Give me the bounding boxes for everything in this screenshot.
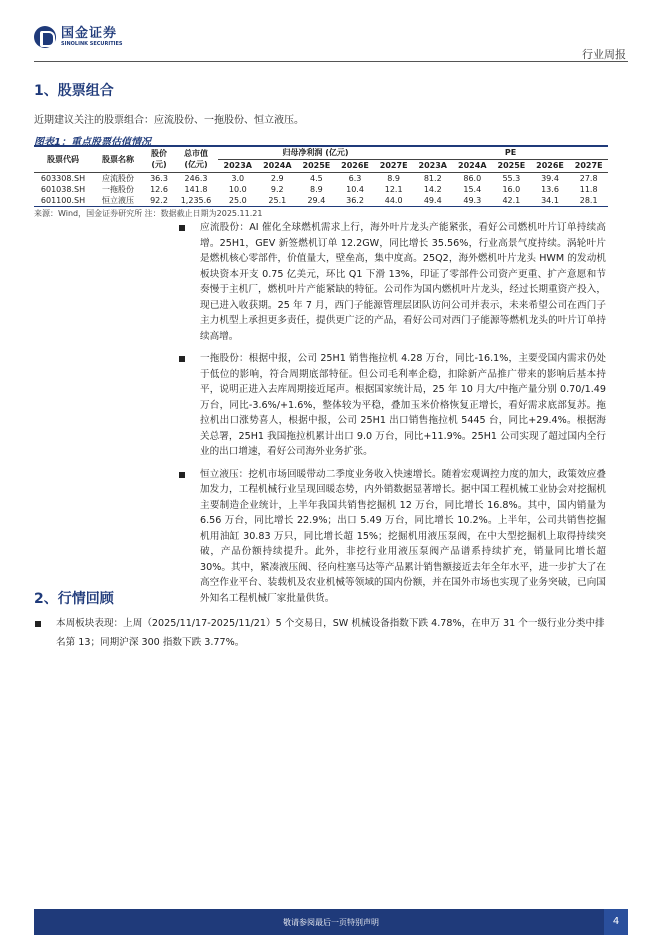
year-header: 2024A	[263, 161, 292, 170]
cell-profit: 25.0	[228, 195, 247, 205]
col-price: 股价 (元)	[151, 149, 167, 170]
cell-code: 601038.SH	[40, 184, 86, 194]
section1-title: 1、股票组合	[34, 83, 114, 99]
cell-pe: 34.1	[541, 195, 559, 205]
weekly-performance	[34, 614, 608, 652]
cell-profit: 2.9	[270, 173, 284, 183]
cell-name: 恒立液压	[102, 195, 134, 205]
bullet-text: 应流股份：AI 催化全球燃机需求上行，海外叶片龙头产能紧张，看好公司燃机叶片订单持续高增。25H1，GEV 新签燃机订单 12.2GW，同比增长 35.56%，行业高景气度持续。涡轮叶片是燃机核心零部件，价值量大，壁垒高，集中度高。25Q2，海外燃机叶片龙头 HWM 的发动机板块资本开支 0.75 亿美元，环比 Q1 下滑 13%，印证了零部件公司资产更重、扩产意愿和节奏慢于主机厂，燃机叶片产能紧缺的特征。公司作为国内燃机叶片龙头，经过长期重资产投入，现已进入收获期。25 年 7 月，西门子能源管理层团队访问公司并表示，未来希望公司在西门子主力机型上承担更多责任，提供更广泛的产品，看好公司对西门子能源等燃机龙头的叶片订单持续高增。	[200, 222, 606, 342]
cell-pe: 11.8	[579, 184, 598, 194]
cell-code: 603308.SH	[40, 173, 86, 183]
cell-price: 36.3	[150, 173, 168, 183]
year-header: 2027E	[379, 161, 408, 170]
table-row	[34, 172, 608, 184]
cell-profit: 10.4	[346, 184, 364, 194]
cell-pe: 42.1	[502, 195, 521, 205]
bullet-item	[178, 220, 606, 344]
cell-profit: 6.3	[348, 173, 362, 183]
col-group-profit: 归母净利润 (亿元)	[218, 146, 413, 159]
page-footer	[34, 909, 628, 935]
cell-pe: 49.4	[423, 195, 442, 205]
cell-pe: 16.0	[502, 184, 521, 194]
cell-cap: 246.3	[184, 173, 208, 183]
bullet-square-icon	[179, 225, 185, 231]
cell-profit: 36.2	[346, 195, 364, 205]
cell-name: 一拖股份	[102, 184, 134, 194]
report-type: 行业周报	[582, 48, 626, 61]
cell-profit: 8.9	[387, 173, 401, 183]
cell-profit: 3.0	[231, 173, 245, 183]
bullet-square-icon	[179, 356, 185, 362]
cell-price: 92.2	[150, 195, 168, 205]
cell-profit: 25.1	[268, 195, 287, 205]
col-code: 股票代码	[47, 154, 79, 164]
bullet-square-icon	[35, 621, 41, 627]
bullet-item	[178, 467, 606, 607]
table-source: 来源：Wind，国金证券研究所 注：数据截止日期为2025.11.21	[34, 209, 263, 218]
table-title: 图表1：重点股票估值情况	[34, 137, 151, 148]
cell-pe: 39.4	[541, 173, 559, 183]
cell-profit: 10.0	[228, 184, 247, 194]
col-cap: 总市值 (亿元)	[184, 149, 208, 170]
cell-pe: 15.4	[463, 184, 482, 194]
page-number: 4	[604, 909, 628, 935]
cell-cap: 141.8	[184, 184, 208, 194]
cell-pe: 14.2	[423, 184, 442, 194]
cell-code: 601100.SH	[40, 195, 86, 205]
logo-icon	[34, 26, 56, 48]
bullet-text: 一拖股份：根据中报，公司 25H1 销售拖拉机 4.28 万台，同比-16.1%，主要受国内需求仍处于低位的影响，符合周期底部特征。但公司毛利率企稳，扣除新产品推广带来的影响后基本持平，说明正进入去库周期接近尾声。根据国家统计局，25 年 10 月大/中拖产量分别 0.70/1.49 万台，同比-3.6%/+1.6%，整体较为平稳，叠加玉米价格恢复正增长，看好需求底部复苏。拖拉机出口涨势喜人，根据中报，公司 25H1 出口销售拖拉机 5445 台，同比+29.4%。根据海关总署，25H1 我国拖拉机累计出口 9.0 万台，同比+11.9%。25H1 公司实现了超过国内全行业的出口增速，看好公司海外业务扩张。	[200, 353, 606, 457]
valuation-table	[34, 145, 608, 207]
cell-pe: 86.0	[463, 173, 482, 183]
cell-cap: 1,235.6	[180, 195, 212, 205]
cell-profit: 4.5	[310, 173, 323, 183]
cell-profit: 9.2	[270, 184, 284, 194]
year-header: 2025E	[497, 161, 526, 170]
year-header: 2025E	[302, 161, 331, 170]
bullet-item	[178, 351, 606, 460]
year-header: 2024A	[458, 161, 487, 170]
company-logo	[34, 26, 123, 48]
cell-pe: 49.3	[463, 195, 482, 205]
logo-cn-text: 国金证券	[61, 26, 118, 41]
logo-en-text: SINOLINK SECURITIES	[61, 41, 123, 47]
footer-disclaimer: 敬请参阅最后一页特别声明	[283, 918, 379, 927]
section1-intro: 近期建议关注的股票组合：应流股份、一拖股份、恒立液压。	[34, 115, 304, 126]
cell-profit: 44.0	[384, 195, 403, 205]
col-group-pe: PE	[413, 146, 608, 159]
page-header	[0, 0, 662, 64]
cell-pe: 27.8	[579, 173, 598, 183]
header-divider	[34, 61, 628, 62]
year-header: 2027E	[574, 161, 603, 170]
cell-price: 12.6	[150, 184, 168, 194]
cell-pe: 13.6	[541, 184, 559, 194]
year-header: 2023A	[223, 161, 252, 170]
cell-pe: 55.3	[502, 173, 521, 183]
year-header: 2023A	[418, 161, 447, 170]
cell-name: 应流股份	[102, 173, 134, 183]
cell-pe: 81.2	[423, 173, 442, 183]
table-row	[34, 184, 608, 195]
col-name: 股票名称	[102, 154, 134, 164]
table-row	[34, 195, 608, 207]
cell-profit: 12.1	[384, 184, 403, 194]
year-header: 2026E	[341, 161, 369, 170]
stock-commentary	[178, 220, 606, 613]
weekly-text: 本周板块表现：上周（2025/11/17-2025/11/21）5 个交易日，SW 机械设备指数下跌 4.78%，在申万 31 个一级行业分类中排名第 13；同期沪深 300 指数下跌 3.77%。	[56, 618, 605, 648]
bullet-text: 恒立液压：挖机市场回暖带动二季度业务收入快速增长。随着宏观调控力度的加大，政策效应叠加发力，工程机械行业呈现回暖态势，内外销数据显著增长。据中国工程机械工业协会对挖掘机主要制造企业统计，上半年我国共销售挖掘机 12 万台，同比增长 16.8%。其中，国内销量为 6.56 万台，同比增长 22.9%；出口 5.49 万台，同比增长 10.2%。上半年，公司共销售挖掘机用油缸 30.83 万只，同比增长超 15%；挖掘机用液压泵阀，在中大型挖掘机上取得持续突破，产品份额持续提升。此外，非挖行业用液压泵阀产品谱系持续扩充，销量同比增长超 30%。其中，紧凑液压阀、径向柱塞马达等产品累计销售额接近去年全年水平，进一步扩大了在高空作业平台、装载机及农业机械等领域的国内份额，并在国外市场也实现了业务突破，已向国外知名工程机械厂家批量供货。	[200, 468, 606, 604]
cell-profit: 29.4	[307, 195, 326, 205]
cell-pe: 28.1	[579, 195, 598, 205]
year-header: 2026E	[536, 161, 564, 170]
cell-profit: 8.9	[310, 184, 323, 194]
bullet-square-icon	[179, 472, 185, 478]
section2-title: 2、行情回顾	[34, 591, 114, 607]
